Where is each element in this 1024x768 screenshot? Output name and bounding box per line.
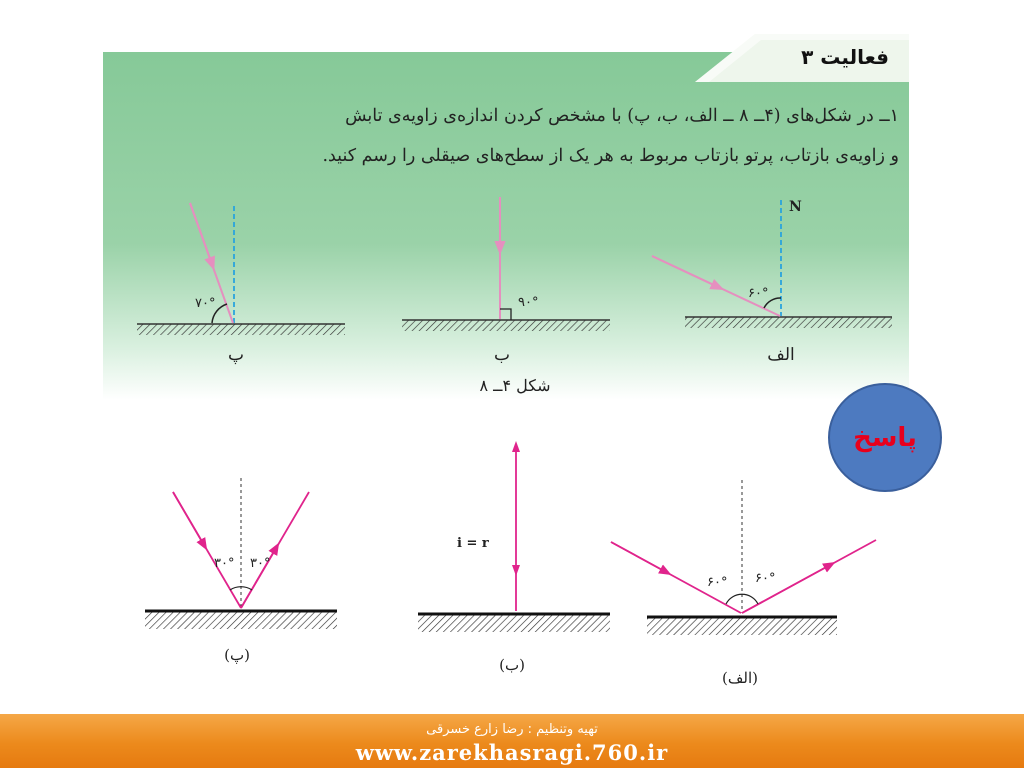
answer-figure-pe <box>145 478 337 664</box>
answer-badge-label: پاسخ <box>853 422 917 453</box>
figure-label-alef: الف <box>767 345 795 365</box>
activity-title: فعالیت ۳ <box>801 45 889 69</box>
mirror-surface <box>137 324 345 335</box>
figure-caption: شکل ۴ــ ۸ <box>479 376 551 395</box>
figure-label-pe: پ <box>227 345 245 365</box>
angle-label: ۹۰° <box>518 295 539 310</box>
angle-label-right: ۶۰° <box>755 571 776 586</box>
mirror-surface <box>145 611 337 629</box>
footer-bar <box>0 714 1024 768</box>
equation-label: i = r <box>457 536 489 551</box>
answer-figure-alef <box>611 480 876 687</box>
angle-label-left: ۶۰° <box>707 575 728 590</box>
right-angle-mark <box>500 309 511 320</box>
mirror-surface <box>685 317 892 328</box>
question-figure-be <box>402 197 610 365</box>
question-figure-alef <box>652 199 892 365</box>
question-line-2: و زاویه‌ی بازتاب، پرتو بازتاب مربوط به هر یک از سطح‌های صیقلی را رسم کنید. <box>322 146 899 166</box>
answer-caption-alef: (الف) <box>722 669 758 687</box>
answer-caption-pe: (پ) <box>224 646 250 664</box>
question-figure-pe <box>137 203 345 365</box>
down-arrow-icon <box>512 565 520 576</box>
angle-label-right: ۳۰° <box>250 556 271 571</box>
angle-label: ۶۰° <box>748 286 769 301</box>
up-arrow-icon <box>512 441 520 452</box>
angle-label: ۷۰° <box>195 296 216 311</box>
mirror-surface <box>418 614 610 632</box>
mirror-surface <box>402 320 610 331</box>
footer-url-link[interactable]: www.zarekhasragi.760.ir <box>355 740 669 765</box>
normal-label: N <box>789 199 802 215</box>
answer-caption-be: (ب) <box>499 656 525 674</box>
answer-badge[interactable] <box>828 383 942 492</box>
footer-author: تهیه وتنظیم : رضا زارع خسرقی <box>426 722 598 737</box>
angle-label-left: ۳۰° <box>214 556 235 571</box>
answer-figure-be <box>418 441 610 674</box>
mirror-surface <box>647 617 837 635</box>
figure-label-be: ب <box>493 345 511 365</box>
question-line-1: ۱ــ در شکل‌های (۴ــ ۸ ــ الف، ب، پ) با مشخص کردن اندازه‌ی زاویه‌ی تابش <box>345 106 899 126</box>
